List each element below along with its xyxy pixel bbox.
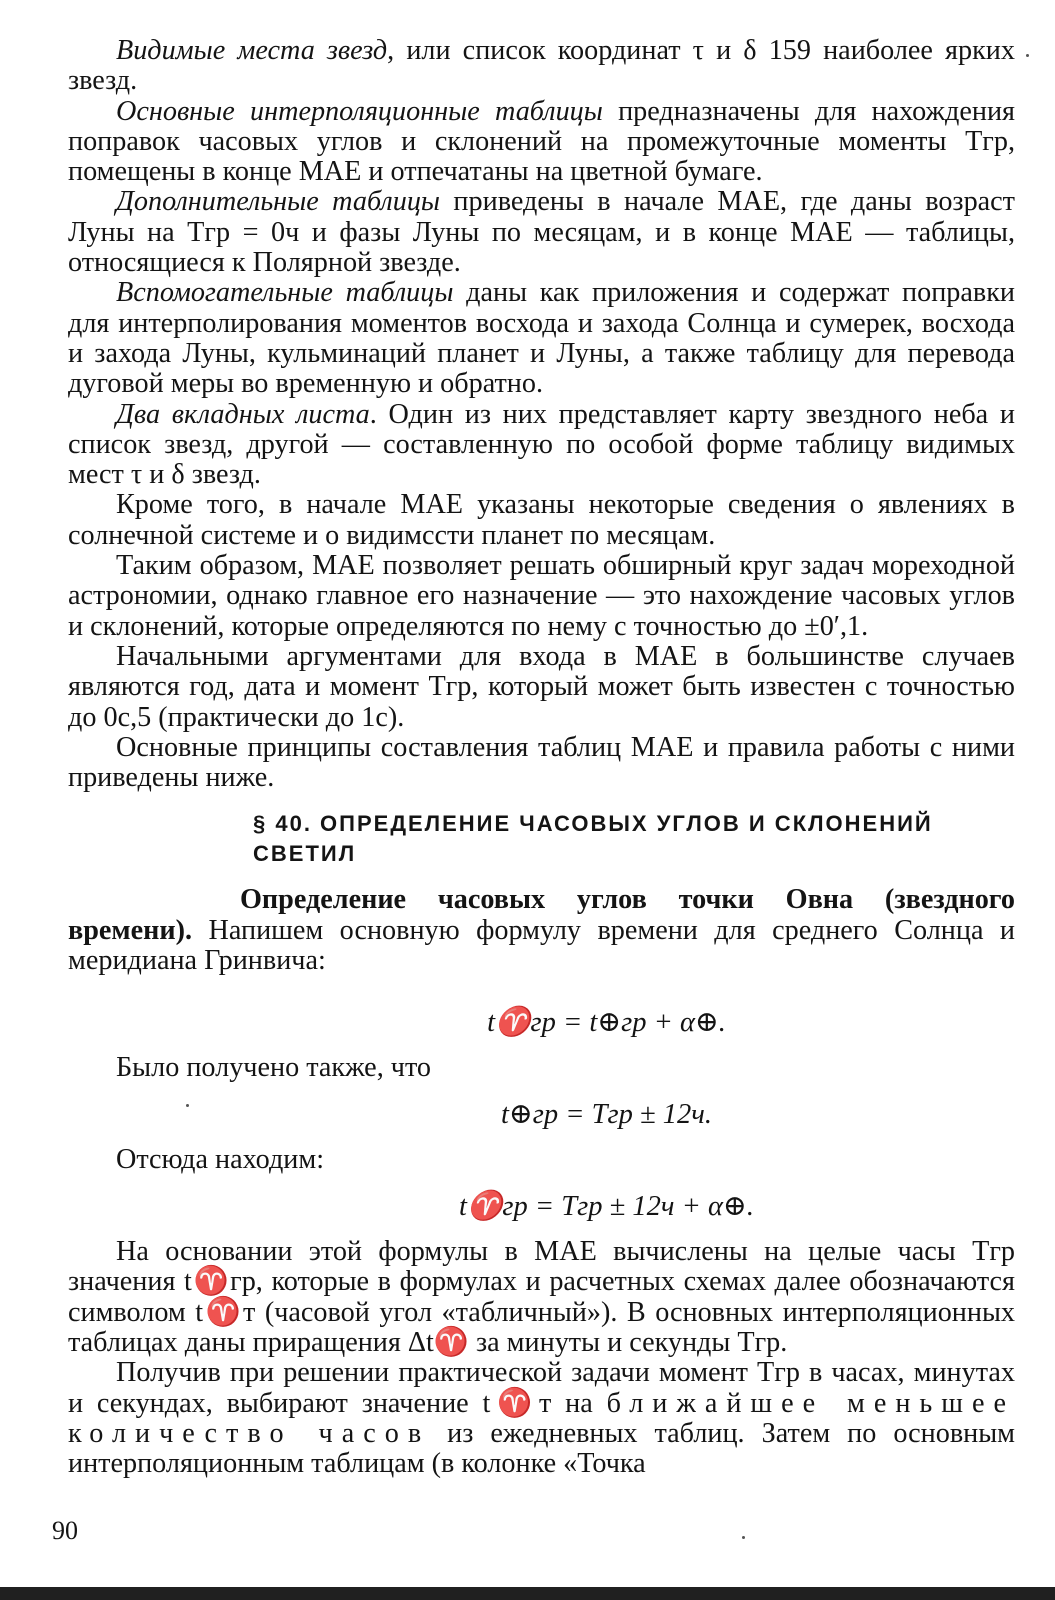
paragraph (68, 551, 1015, 642)
paragraph (68, 490, 1015, 551)
paragraph-text: . Один из них представляет карту звездного неба и список звезд, другой — составленную по особой форме таблицу видимых мест τ и δ звезд. (68, 398, 1015, 491)
paragraph-text: предназначены для нахождения поправок часовых углов и склонений на промежуточные моменты Tгр, помещены в конце МАЕ и отпечатаны на цветной бумаге. (68, 95, 1015, 188)
paragraph-text: Основные принципы составления таблиц МАЕ и правила работы с ними приведены ниже. (68, 731, 1015, 794)
formula-1: t♈гр = t⊕гр + α⊕. (487, 1006, 726, 1038)
paragraph-last-end: из ежедневных таблиц. Затем по основным интерполяционным таблицам (в колонке «Точка (68, 1417, 1015, 1480)
paragraph (68, 187, 1015, 278)
formula-2: t⊕гр = Tгр ± 12ч. (501, 1098, 712, 1130)
scan-speck (742, 1536, 745, 1539)
paragraph (68, 400, 1015, 491)
subsection-title: Определение часовых углов точки Овна (звездного времени). (68, 884, 1015, 946)
formula-3: t♈гр = Tгр ± 12ч + α⊕. (459, 1191, 754, 1223)
paragraph-lead-italic: Вспомогательные таблицы (116, 277, 454, 309)
paragraph-list (68, 36, 1015, 793)
paragraph-lead-italic: Видимые места звезд (116, 35, 388, 66)
paragraph-text: Начальными аргументами для входа в МАЕ в большинстве случаев являются год, дата и момент Tгр, который может быть известен с точностью до 0с,5 (практически до 1с). (68, 640, 1015, 733)
section-heading: § 40. ОПРЕДЕЛЕНИЕ ЧАСОВЫХ УГЛОВ И СКЛОНЕНИЙ СВЕТИЛ (253, 811, 933, 867)
paragraph-last-spaced: ближайшее меньшее количество часов (68, 1387, 1015, 1449)
paragraph-last-start: Получив при решении практической задачи момент Tгр в часах, минутах и секундах, выбирают значение t♈т на (68, 1357, 1015, 1419)
paragraph-lead-italic: Два вкладных листа (116, 398, 370, 430)
paragraph-after-formula: На основании этой формулы в МАЕ вычислены на целые часы Tгр значения t♈гр, которые в формулах и расчетных схемах далее обозначаются символом t♈т (часовой угол «табличный»). В основных интерполяционных таблицах даны приращения Δt♈ за минуты и секунды Tгр. (68, 1236, 1015, 1358)
page-number: 90 (52, 1516, 78, 1545)
paragraph-text: Кроме того, в начале МАЕ указаны некоторые сведения о явлениях в солнечной системе и о видимсcти планет по месяцам. (68, 489, 1015, 551)
paragraph (68, 97, 1015, 188)
paragraph-text: , или список координат τ и δ 159 наиболее ярких звезд. (68, 35, 1015, 97)
scan-speck (186, 1104, 189, 1107)
text-between-2: Отсюда находим: (116, 1143, 325, 1175)
paragraph (68, 36, 1015, 97)
paragraph (68, 733, 1015, 794)
scan-bottom-edge (0, 1587, 1055, 1600)
paragraph-text: даны как приложения и содержат поправки для интерполирования моментов восхода и захода Солнца и сумерек, восхода и захода Луны, кульминаций планет и Луны, а также таблицу для перевода дуговой меры во временную и обратно. (68, 277, 1015, 400)
paragraph-text: приведены в начале МАЕ, где даны возраст Луны на Tгр = 0ч и фазы Луны по месяцам, и в конце МАЕ — таблицы, относящиеся к Полярной звезде. (68, 186, 1015, 279)
paragraph-last (68, 1358, 1015, 1479)
paragraph (68, 642, 1015, 733)
paragraph (68, 278, 1015, 399)
subsection-paragraph (68, 885, 1015, 976)
paragraph-lead-italic: Основные интерполяционные таблицы (116, 95, 603, 127)
text-between-1: Было получено также, что (116, 1051, 432, 1083)
subsection-intro: Напишем основную формулу времени для среднего Солнца и меридиана Гринвича: (68, 914, 1015, 977)
paragraph-lead-italic: Дополнительные таблицы (116, 186, 441, 218)
scan-speck (1026, 54, 1029, 57)
paragraph-text: Таким образом, МАЕ позволяет решать обширный круг задач мореходной астрономии, однако главное его назначение — это нахождение часовых углов и склонений, которые определяются по нему с точностью до ±0′,1. (68, 550, 1015, 642)
